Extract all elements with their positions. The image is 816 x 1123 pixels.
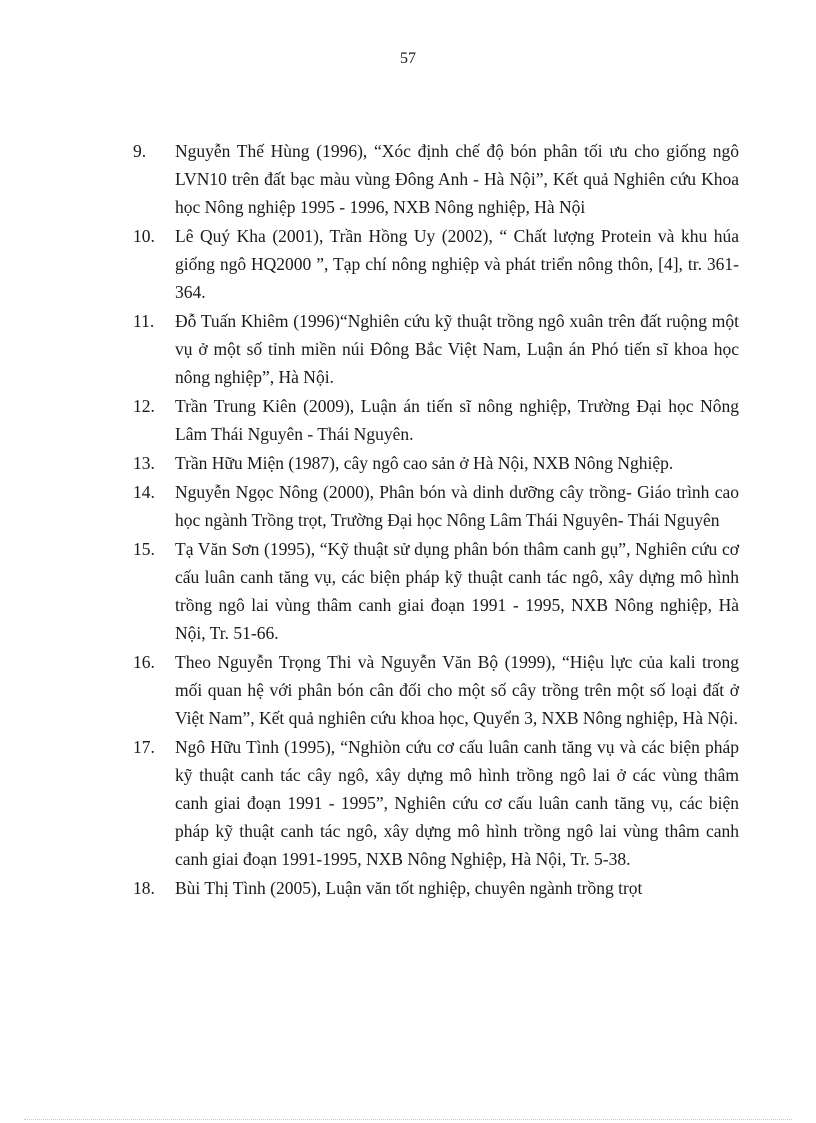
- reference-number: 18.: [133, 878, 155, 898]
- reference-item: [133, 137, 739, 221]
- reference-text: Lê Quý Kha (2001), Trần Hồng Uy (2002), “ Chất lượng Protein và khu húa giống ngô HQ2000 ”, Tạp chí nông nghiệp và phát triển nông thôn, [4], tr. 361-364.: [175, 226, 739, 302]
- page-number: 57: [400, 50, 416, 67]
- reference-number: 11.: [133, 311, 155, 331]
- reference-item: [133, 478, 739, 534]
- reference-text: Theo Nguyễn Trọng Thi và Nguyễn Văn Bộ (1999), “Hiệu lực của kali trong mối quan hệ với phân bón cân đối cho một số cây trồng trên một số loại đất ở Việt Nam”, Kết quả nghiên cứu khoa học, Quyển 3, NXB Nông nghiệp, Hà Nội.: [175, 652, 739, 728]
- reference-text: Đỗ Tuấn Khiêm (1996)“Nghiên cứu kỹ thuật trồng ngô xuân trên đất ruộng một vụ ở một số tỉnh miền núi Đông Bắc Việt Nam, Luận án Phó tiến sĩ khoa học nông nghiệp”, Hà Nội.: [175, 311, 739, 387]
- reference-item: [133, 392, 739, 448]
- reference-text: Tạ Văn Sơn (1995), “Kỹ thuật sử dụng phân bón thâm canh gụ”, Nghiên cứu cơ cấu luân canh tăng vụ, các biện pháp kỹ thuật canh tác ngô, xây dựng mô hình trồng ngô lai vùng thâm canh giai đoạn 1991 - 1995, NXB Nông nghiệp, Hà Nội, Tr. 51-66.: [175, 539, 739, 643]
- reference-text: Trần Trung Kiên (2009), Luận án tiến sĩ nông nghiệp, Trường Đại học Nông Lâm Thái Nguyên - Thái Nguyên.: [175, 396, 739, 444]
- reference-item: [133, 222, 739, 306]
- reference-item: [133, 874, 739, 902]
- reference-item: [133, 307, 739, 391]
- reference-text: Nguyễn Thế Hùng (1996), “Xóc định chế độ bón phân tối ưu cho giống ngô LVN10 trên đất bạc màu vùng Đông Anh - Hà Nội”, Kết quả Nghiên cứu Khoa học Nông nghiệp 1995 - 1996, NXB Nông nghiệp, Hà Nội: [175, 141, 739, 217]
- reference-number: 9.: [133, 141, 147, 161]
- reference-item: [133, 449, 739, 477]
- reference-number: 17.: [133, 737, 155, 757]
- reference-number: 12.: [133, 396, 155, 416]
- page-bottom-divider: [24, 1119, 792, 1120]
- reference-number: 16.: [133, 652, 155, 672]
- reference-number: 14.: [133, 482, 155, 502]
- reference-text: Trần Hữu Miện (1987), cây ngô cao sản ở Hà Nội, NXB Nông Nghiệp.: [175, 453, 674, 473]
- reference-number: 13.: [133, 453, 155, 473]
- reference-number: 15.: [133, 539, 155, 559]
- reference-item: [133, 648, 739, 732]
- reference-text: Ngô Hữu Tình (1995), “Nghiòn cứu cơ cấu luân canh tăng vụ và các biện pháp kỹ thuật canh tác cây ngô, xây dựng mô hình trồng ngô lai ở các vùng thâm canh giai đoạn 1991 - 1995”, Nghiên cứu cơ cấu luân canh tăng vụ, các biện pháp kỹ thuật canh tác ngô, xây dựng mô hình trồng ngô lai vùng thâm canh canh giai đoạn 1991-1995, NXB Nông Nghiệp, Hà Nội, Tr. 5-38.: [175, 737, 739, 869]
- reference-list: [133, 137, 739, 903]
- reference-text: Nguyễn Ngọc Nông (2000), Phân bón và dinh dưỡng cây trồng- Giáo trình cao học ngành Trồng trọt, Trường Đại học Nông Lâm Thái Nguyên- Thái Nguyên: [175, 482, 739, 530]
- reference-item: [133, 733, 739, 873]
- reference-item: [133, 535, 739, 647]
- reference-number: 10.: [133, 226, 155, 246]
- reference-text: Bùi Thị Tình (2005), Luận văn tốt nghiệp, chuyên ngành trồng trọt: [175, 878, 643, 898]
